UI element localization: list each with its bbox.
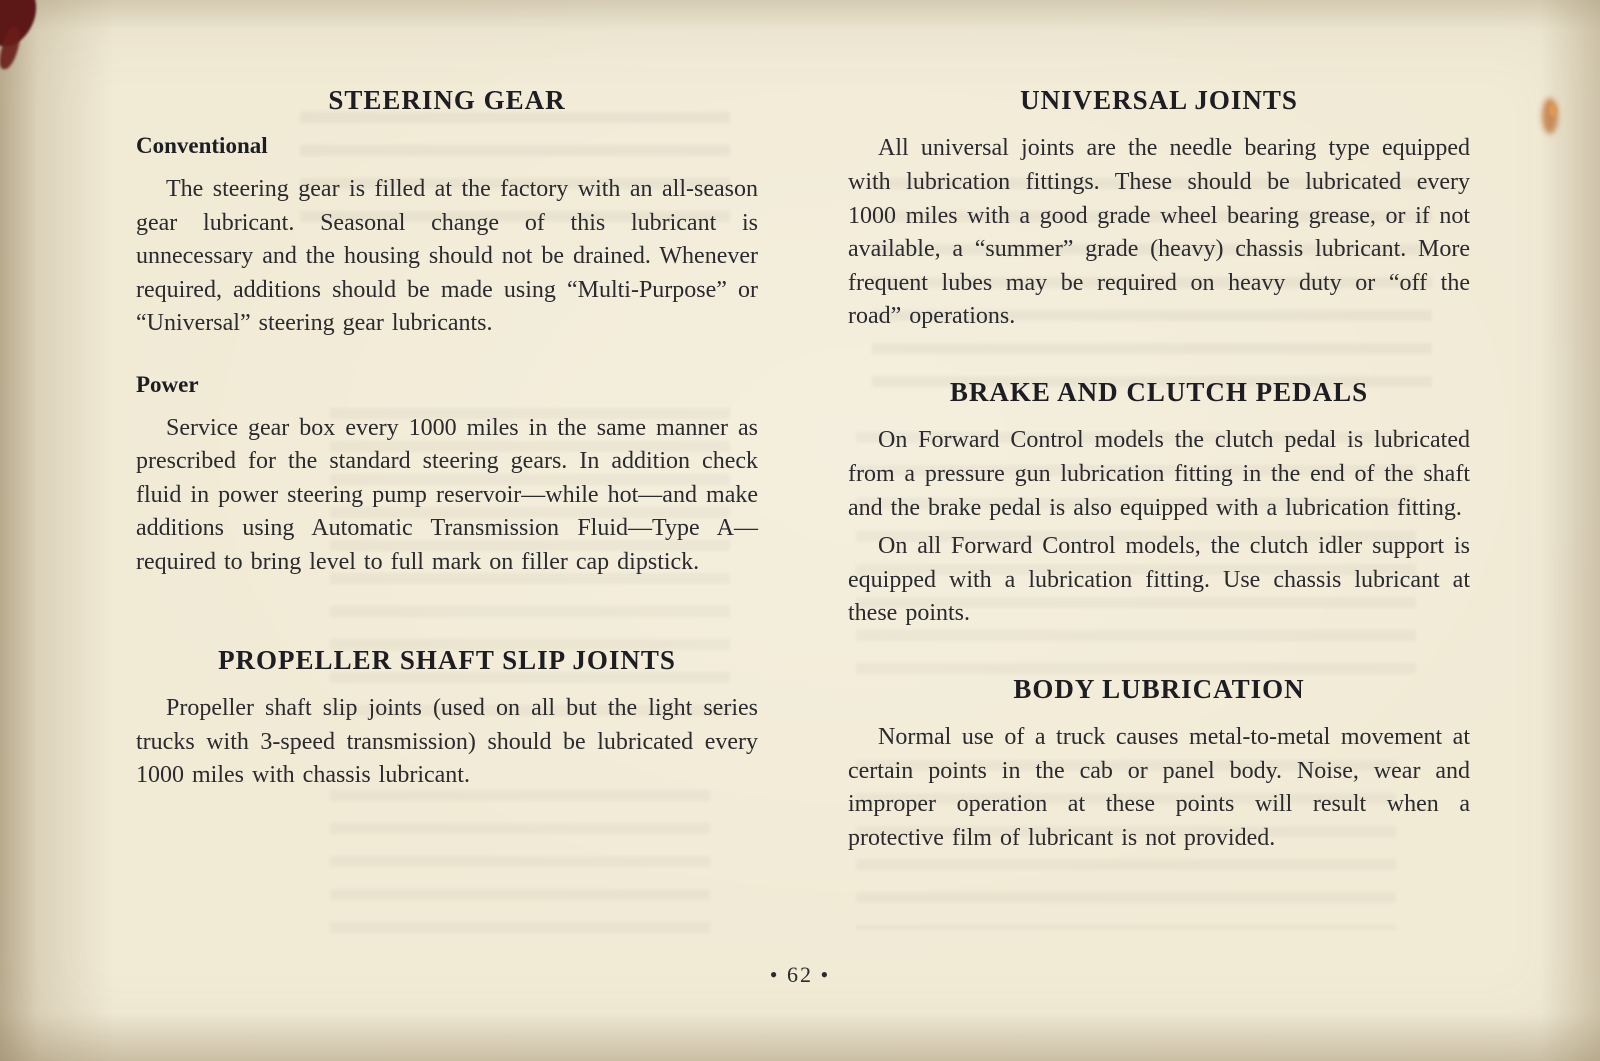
paragraph-brake-clutch-1: On Forward Control models the clutch pedal is lubricated from a pressure gun lubrication fitting in the end of the shaft and the brake pedal is also equipped with a lubrication fitting. <box>848 427 1470 521</box>
section-heading-propeller-shaft-slip-joints: PROPELLER SHAFT SLIP JOINTS <box>218 644 676 675</box>
section-heading-steering-gear: STEERING GEAR <box>328 85 566 115</box>
subheading-conventional: Conventional <box>136 133 268 159</box>
paragraph-conventional: The steering gear is filled at the factory with an all-season gear lubricant. Seasonal change of this lubricant is unnecessary and the housing should not be drained. Whenever required, additions should be made using “Multi-Purpose” or “Universal” steering gear lubricants. <box>136 175 758 337</box>
paragraph-brake-clutch-2: On all Forward Control models, the clutch idler support is equipped with a lubrication fitting. Use chassis lubricant at these points. <box>848 533 1470 627</box>
paragraph-body-lubrication: Normal use of a truck causes metal-to-metal movement at certain points in the cab or panel body. Noise, wear and improper operation at these points will result when a protective film of lubricant is not provided. <box>848 724 1470 852</box>
section-heading-brake-and-clutch-pedals: BRAKE AND CLUTCH PEDALS <box>949 376 1369 407</box>
paragraph-power: Service gear box every 1000 miles in the same manner as prescribed for the standard steering gears. In addition check fluid in power steering pump reservoir—while hot—and make additions using Automatic Transmission Fluid—Type A—required to bring level to full mark on filler cap dipstick. <box>136 414 758 575</box>
right-column <box>848 84 1470 861</box>
section-heading-body-lubrication: BODY LUBRICATION <box>1013 673 1305 704</box>
paragraph-propeller-shaft: Propeller shaft slip joints (used on all but the light series trucks with 3-speed transmission) should be lubricated every 1000 miles with chassis lubricant. <box>136 694 758 789</box>
section-heading-universal-joints: UNIVERSAL JOINTS <box>1020 85 1298 115</box>
subheading-power: Power <box>136 371 199 397</box>
left-column <box>136 84 758 861</box>
paragraph-universal-joints: All universal joints are the needle bearing type equipped with lubrication fittings. These should be lubricated every 1000 miles with a good grade wheel bearing grease, or if not available, a “summer” grade (heavy) chassis lubricant. More frequent lubes may be required on heavy duty or “off the road” operations. <box>848 135 1470 330</box>
page-number: • 62 • <box>769 962 831 987</box>
